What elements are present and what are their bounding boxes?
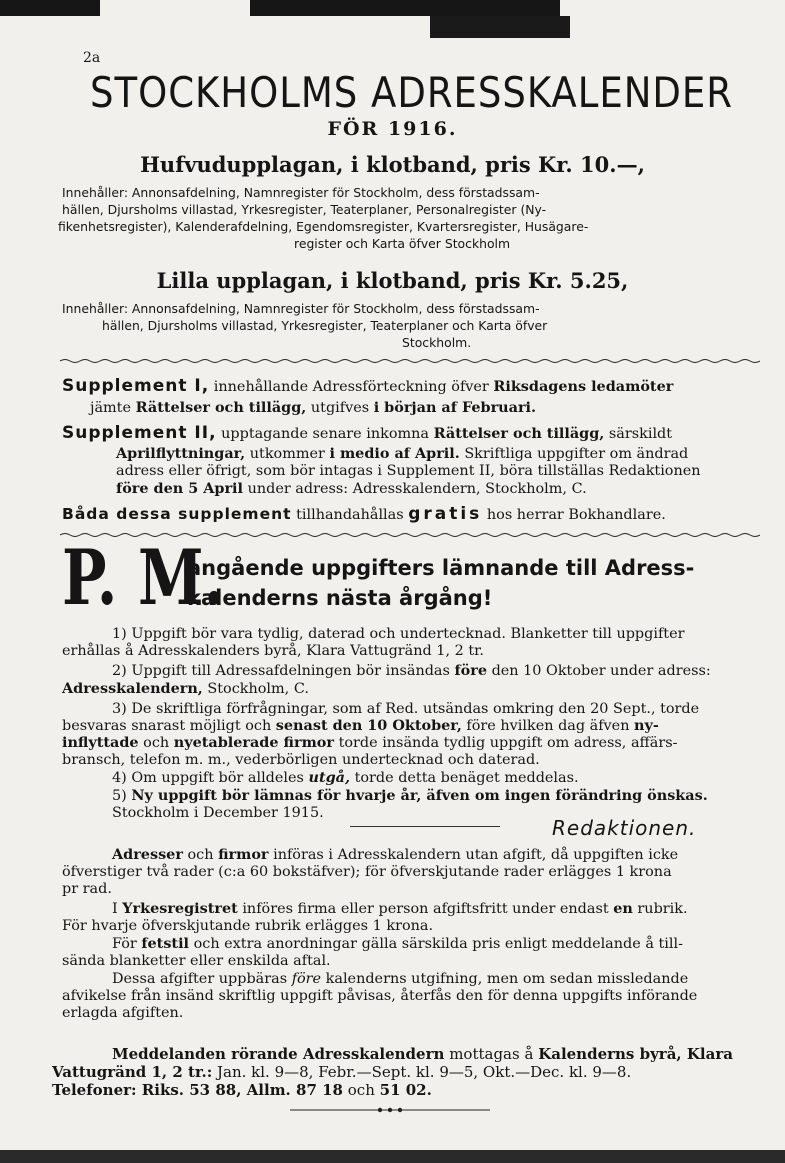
footer-line-1: Meddelanden rörande Adresskalendern mottagas å Kalenderns byrå, Klara <box>112 1045 733 1063</box>
contents-line: Innehåller: Annonsafdelning, Namnregister för Stockholm, dess förstadssam- <box>62 185 540 200</box>
fee-4-line-1: Dessa afgifter uppbäras före kalenderns utgifning, men om sedan missledande <box>112 971 689 987</box>
place-date: Stockholm i December 1915. <box>112 805 324 821</box>
scan-notch <box>430 16 570 38</box>
wavy-divider <box>60 358 760 364</box>
supplement-1-line-1: Supplement I, innehållande Adressförteckning öfver Riksdagens ledamöter <box>62 376 674 396</box>
contents-line: hällen, Djursholms villastad, Yrkesregister, Teaterplaner, Personalregister (Ny- <box>62 202 547 217</box>
contents-line: hällen, Djursholms villastad, Yrkesregister, Teaterplaner och Karta öfver <box>102 318 548 333</box>
fee-1-line-1: Adresser och firmor införas i Adresskalendern utan afgift, då uppgiften icke <box>112 846 679 863</box>
footer-line-2: Vattugränd 1, 2 tr.: Jan. kl. 9—8, Febr.—Sept. kl. 9—5, Okt.—Dec. kl. 9—8. <box>52 1063 632 1081</box>
fee-1-line-2: öfverstiger två rader (c:a 60 bokstäfver); för öfverskjutande rader erlägges 1 krona <box>62 864 672 880</box>
large-edition-heading: Hufvudupplagan, i klotband, pris Kr. 10.—, <box>140 152 645 177</box>
fee-2-line-2: För hvarje öfverskjutande rubrik erlägges 1 krona. <box>62 918 434 934</box>
item-1-line-1: 1) Uppgift bör vara tydlig, daterad och undertecknad. Blanketter till uppgifter <box>112 626 685 642</box>
small-edition-heading: Lilla upplagan, i klotband, pris Kr. 5.25, <box>156 268 629 293</box>
item-3-line-2: besvaras snarast möjligt och senast den 10 Oktober, före hvilken dag äfven ny- <box>62 717 659 734</box>
short-divider <box>350 826 500 827</box>
item-3-line-4: bransch, telefon m. m., vederbörligen undertecknad och daterad. <box>62 752 540 768</box>
item-2-line-2: Adresskalendern, Stockholm, C. <box>62 680 309 697</box>
footer-line-3: Telefoner: Riks. 53 88, Allm. 87 18 och 51 02. <box>52 1081 432 1099</box>
fee-4-line-3: erlagda afgiften. <box>62 1005 184 1021</box>
signature: Redaktionen. <box>552 816 697 840</box>
scan-border-bottom <box>0 1150 785 1163</box>
contents-line: register och Karta öfver Stockholm <box>294 236 511 251</box>
item-3-line-1: 3) De skriftliga förfrågningar, som af Red. utsändas omkring den 20 Sept., torde <box>112 701 700 717</box>
supplement-2-line-2: Aprilflyttningar, utkommer i medio af April. Skriftliga uppgifter om ändrad <box>116 445 689 462</box>
small-edition-contents <box>62 300 547 351</box>
item-1-line-2: erhållas å Adresskalenders byrå, Klara Vattugränd 1, 2 tr. <box>62 643 484 659</box>
fee-1-line-3: pr rad. <box>62 881 112 897</box>
supplement-2-line-3: adress eller öfrigt, som bör intagas i Supplement II, böra tillställas Redaktionen <box>116 463 701 479</box>
page-title: STOCKHOLMS ADRESSKALENDER <box>90 68 733 117</box>
year-line: FÖR 1916. <box>327 118 458 140</box>
supplement-2-line-1: Supplement II, upptagande senare inkomna Rättelser och tillägg, särskildt <box>62 423 673 443</box>
fee-3-line-2: sända blanketter eller enskilda aftal. <box>62 953 331 969</box>
pm-initials: P. M. <box>62 533 225 622</box>
fee-2-line-1: I Yrkesregistret införes firma eller person afgiftsfritt under endast en rubrik. <box>112 900 688 917</box>
contents-line: fikenhetsregister), Kalenderafdelning, Egendomsregister, Kvartersregister, Husägare- <box>58 219 589 234</box>
supplement-1-line-2: jämte Rättelser och tillägg, utgifves i början af Februari. <box>90 399 537 416</box>
scan-border-top <box>0 0 785 16</box>
item-3-line-3: inflyttade och nyetablerade firmor torde insända tydlig uppgift om adress, affärs- <box>62 734 678 751</box>
contents-line: Innehåller: Annonsafdelning, Namnregister för Stockholm, dess förstadssam- <box>62 301 540 316</box>
item-5-line: 5) Ny uppgift bör lämnas för hvarje år, äfven om ingen förändring önskas. <box>112 787 708 804</box>
large-edition-contents <box>58 184 589 252</box>
fee-4-line-2: afvikelse från insänd skriftlig uppgift påvisas, återfås den för denna uppgifts införande <box>62 988 698 1004</box>
item-4-line: 4) Om uppgift bör alldeles utgå, torde detta benäget meddelas. <box>112 769 579 786</box>
pm-heading-line-1: angående uppgifters lämnande till Adress- <box>187 556 695 580</box>
contents-line: Stockholm. <box>402 335 472 350</box>
page-number: 2a <box>83 50 101 66</box>
ornamental-divider <box>290 1106 490 1114</box>
both-supplements-line: Båda dessa supplement tillhandahållas gratis hos herrar Bokhandlare. <box>62 504 666 524</box>
fee-3-line-1: För fetstil och extra anordningar gälla särskilda pris enligt meddelande å till- <box>112 935 683 952</box>
supplement-2-line-4: före den 5 April under adress: Adresskalendern, Stockholm, C. <box>116 480 587 497</box>
item-2-line-1: 2) Uppgift till Adressafdelningen bör insändas före den 10 Oktober under adress: <box>112 662 711 679</box>
pm-heading-line-2: kalenderns nästa årgång! <box>187 586 493 610</box>
